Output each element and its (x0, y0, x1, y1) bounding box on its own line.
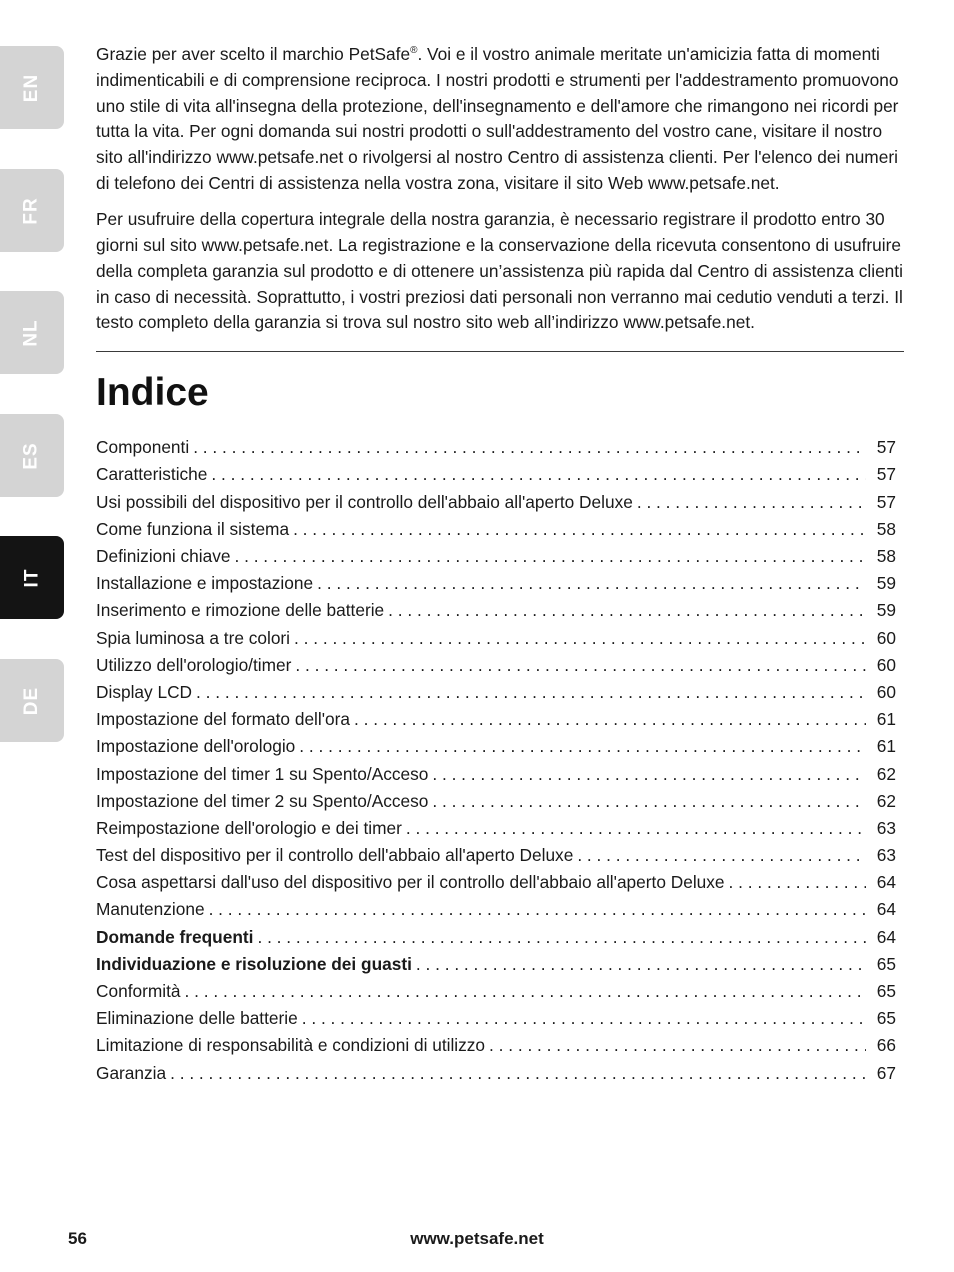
toc-entry-label: Eliminazione delle batterie (96, 1008, 298, 1029)
toc-entry-page: 67 (876, 1062, 896, 1083)
toc-entry-label: Come funziona il sistema (96, 518, 290, 539)
toc-entry[interactable] (96, 679, 896, 706)
intro-section (96, 42, 904, 336)
intro-paragraph-1-start: Grazie per aver scelto il marchio PetSafe (96, 44, 411, 64)
toc-entry-label: Reimpostazione dell'orologio e dei timer (96, 817, 402, 838)
toc-entry[interactable] (96, 1060, 896, 1087)
toc-leader-dots (299, 733, 866, 760)
toc-leader-dots (432, 788, 866, 815)
toc-entry[interactable] (96, 788, 896, 815)
toc-entry-label: Usi possibili del dispositivo per il controllo dell'abbaio all'aperto Deluxe (96, 491, 633, 512)
toc-entry-page: 64 (876, 899, 896, 920)
toc-entry-page: 62 (876, 763, 896, 784)
footer-url: www.petsafe.net (410, 1229, 544, 1248)
toc-leader-dots (209, 896, 866, 923)
toc-entry-page: 58 (876, 518, 896, 539)
toc-entry-page: 60 (876, 627, 896, 648)
toc-leader-dots (388, 597, 866, 624)
registered-mark: ® (410, 45, 418, 57)
toc-entry-page: 59 (876, 600, 896, 621)
table-of-contents (96, 434, 896, 1087)
toc-entry-label: Impostazione del timer 1 su Spento/Acceso (96, 763, 429, 784)
section-divider (96, 351, 904, 352)
toc-leader-dots (185, 978, 866, 1005)
lang-tab-label: EN (21, 73, 42, 102)
toc-entry[interactable] (96, 869, 896, 896)
toc-entry-page: 64 (876, 872, 896, 893)
toc-entry-label: Limitazione di responsabilità e condizioni di utilizzo (96, 1035, 486, 1056)
toc-entry[interactable] (96, 489, 896, 516)
toc-leader-dots (234, 543, 866, 570)
toc-leader-dots (193, 434, 866, 461)
toc-entry-label: Impostazione del formato dell'ora (96, 709, 351, 730)
toc-entry[interactable] (96, 570, 896, 597)
toc-entry[interactable] (96, 978, 896, 1005)
toc-entry[interactable] (96, 924, 896, 951)
toc-leader-dots (416, 951, 866, 978)
toc-entry[interactable] (96, 896, 896, 923)
toc-leader-dots (577, 842, 866, 869)
toc-leader-dots (406, 815, 866, 842)
toc-entry-label: Conformità (96, 981, 181, 1002)
toc-leader-dots (293, 516, 866, 543)
toc-entry-page: 57 (876, 491, 896, 512)
toc-entry-label: Caratteristiche (96, 464, 208, 485)
lang-tab-label: FR (20, 196, 42, 225)
footer-page-number: 56 (68, 1229, 87, 1248)
toc-entry-label: Spia luminosa a tre colori (96, 627, 291, 648)
toc-entry-page: 62 (876, 790, 896, 811)
toc-leader-dots (294, 625, 866, 652)
toc-entry-label: Domande frequenti (96, 926, 254, 947)
toc-leader-dots (729, 869, 866, 896)
toc-entry[interactable] (96, 1032, 896, 1059)
toc-title: Indice (96, 371, 209, 415)
intro-paragraph-1 (96, 42, 904, 197)
toc-leader-dots (489, 1032, 866, 1059)
toc-entry-page: 65 (876, 953, 896, 974)
toc-entry-label: Componenti (96, 437, 190, 458)
toc-entry-page: 63 (876, 845, 896, 866)
lang-tab-label: NL (20, 318, 42, 347)
toc-entry[interactable] (96, 842, 896, 869)
toc-entry-label: Test del dispositivo per il controllo dell'abbaio all'aperto Deluxe (96, 845, 574, 866)
lang-tab-nl[interactable] (0, 291, 64, 374)
lang-tab-it[interactable] (0, 536, 64, 619)
toc-entry-label: Display LCD (96, 681, 193, 702)
toc-leader-dots (196, 679, 866, 706)
lang-tab-fr[interactable] (0, 169, 64, 252)
toc-entry-label: Garanzia (96, 1062, 167, 1083)
toc-leader-dots (302, 1005, 866, 1032)
toc-entry-page: 58 (876, 546, 896, 567)
toc-entry[interactable] (96, 652, 896, 679)
lang-tab-en[interactable] (0, 46, 64, 129)
intro-paragraph-1-rest: . Voi e il vostro animale meritate un'amicizia fatta di momenti indimenticabili e di comprensione reciproca. I nostri prodotti e strumenti per l'addestramento promuovono uno stile di vita all'insegna della protezione, dell'insegnamento e dell'amore che rimangono nei ricordi per tutta la vita. Per ogni domanda sui nostri prodotti o sull'addestramento del vostro cane, visitare il nostro sito all'indirizzo www.petsafe.net o rivolgersi al nostro Centro di assistenza clienti. Per l'elenco dei numeri di telefono dei Centri di assistenza nella vostra zona, visitare il sito Web www.petsafe.net. (96, 44, 899, 193)
toc-entry-page: 57 (876, 437, 896, 458)
intro-paragraph-2: Per usufruire della copertura integrale della nostra garanzia, è necessario registrare il prodotto entro 30 giorni sul sito www.petsafe.net. La registrazione e la conservazione della ricevuta consentono di usufruire della completa garanzia sul prodotto e di ottenere un’assistenza più rapida dal Centro di assistenza clienti in caso di necessità. Soprattutto, i vostri preziosi dati personali non verranno mai cedutio venduti a terzi. Il testo completo della garanzia si trova sul nostro sito web all’indirizzo www.petsafe.net. (96, 209, 903, 333)
toc-entry-page: 60 (876, 681, 896, 702)
toc-entry-page: 63 (876, 817, 896, 838)
toc-entry-page: 59 (876, 573, 896, 594)
toc-leader-dots (637, 489, 866, 516)
toc-entry-page: 61 (876, 709, 896, 730)
toc-entry-page: 60 (876, 654, 896, 675)
lang-tab-de[interactable] (0, 659, 64, 742)
toc-entry[interactable] (96, 706, 896, 733)
toc-leader-dots (354, 706, 866, 733)
toc-leader-dots (170, 1060, 866, 1087)
lang-tab-label: IT (20, 568, 42, 587)
toc-entry-label: Utilizzo dell'orologio/timer (96, 654, 292, 675)
toc-entry[interactable] (96, 1005, 896, 1032)
toc-entry[interactable] (96, 733, 896, 760)
toc-entry-label: Definizioni chiave (96, 546, 231, 567)
lang-tab-label: DE (21, 686, 42, 715)
lang-tab-label: ES (20, 441, 42, 470)
language-tabs (0, 0, 64, 760)
toc-leader-dots (317, 570, 866, 597)
toc-entry-page: 66 (876, 1035, 896, 1056)
toc-leader-dots (432, 761, 866, 788)
toc-leader-dots (257, 924, 866, 951)
toc-entry[interactable] (96, 625, 896, 652)
toc-entry-label: Impostazione del timer 2 su Spento/Acceso (96, 790, 429, 811)
toc-entry[interactable] (96, 597, 896, 624)
toc-entry-label: Installazione e impostazione (96, 573, 314, 594)
page-content (96, 42, 904, 1087)
toc-entry-label: Cosa aspettarsi dall'uso del dispositivo per il controllo dell'abbaio all'aperto Deluxe (96, 872, 725, 893)
toc-entry-label: Manutenzione (96, 899, 205, 920)
toc-entry-page: 57 (876, 464, 896, 485)
toc-entry-label: Inserimento e rimozione delle batterie (96, 600, 385, 621)
toc-entry-page: 64 (876, 926, 896, 947)
toc-entry-label: Individuazione e risoluzione dei guasti (96, 953, 412, 974)
toc-leader-dots (211, 461, 866, 488)
toc-entry-label: Impostazione dell'orologio (96, 736, 296, 757)
toc-entry[interactable] (96, 516, 896, 543)
toc-entry[interactable] (96, 543, 896, 570)
toc-entry[interactable] (96, 951, 896, 978)
toc-entry-page: 65 (876, 1008, 896, 1029)
toc-entry-page: 65 (876, 981, 896, 1002)
toc-entry[interactable] (96, 434, 896, 461)
toc-leader-dots (295, 652, 866, 679)
toc-entry[interactable] (96, 461, 896, 488)
toc-entry-page: 61 (876, 736, 896, 757)
lang-tab-es[interactable] (0, 414, 64, 497)
toc-entry[interactable] (96, 761, 896, 788)
toc-entry[interactable] (96, 815, 896, 842)
